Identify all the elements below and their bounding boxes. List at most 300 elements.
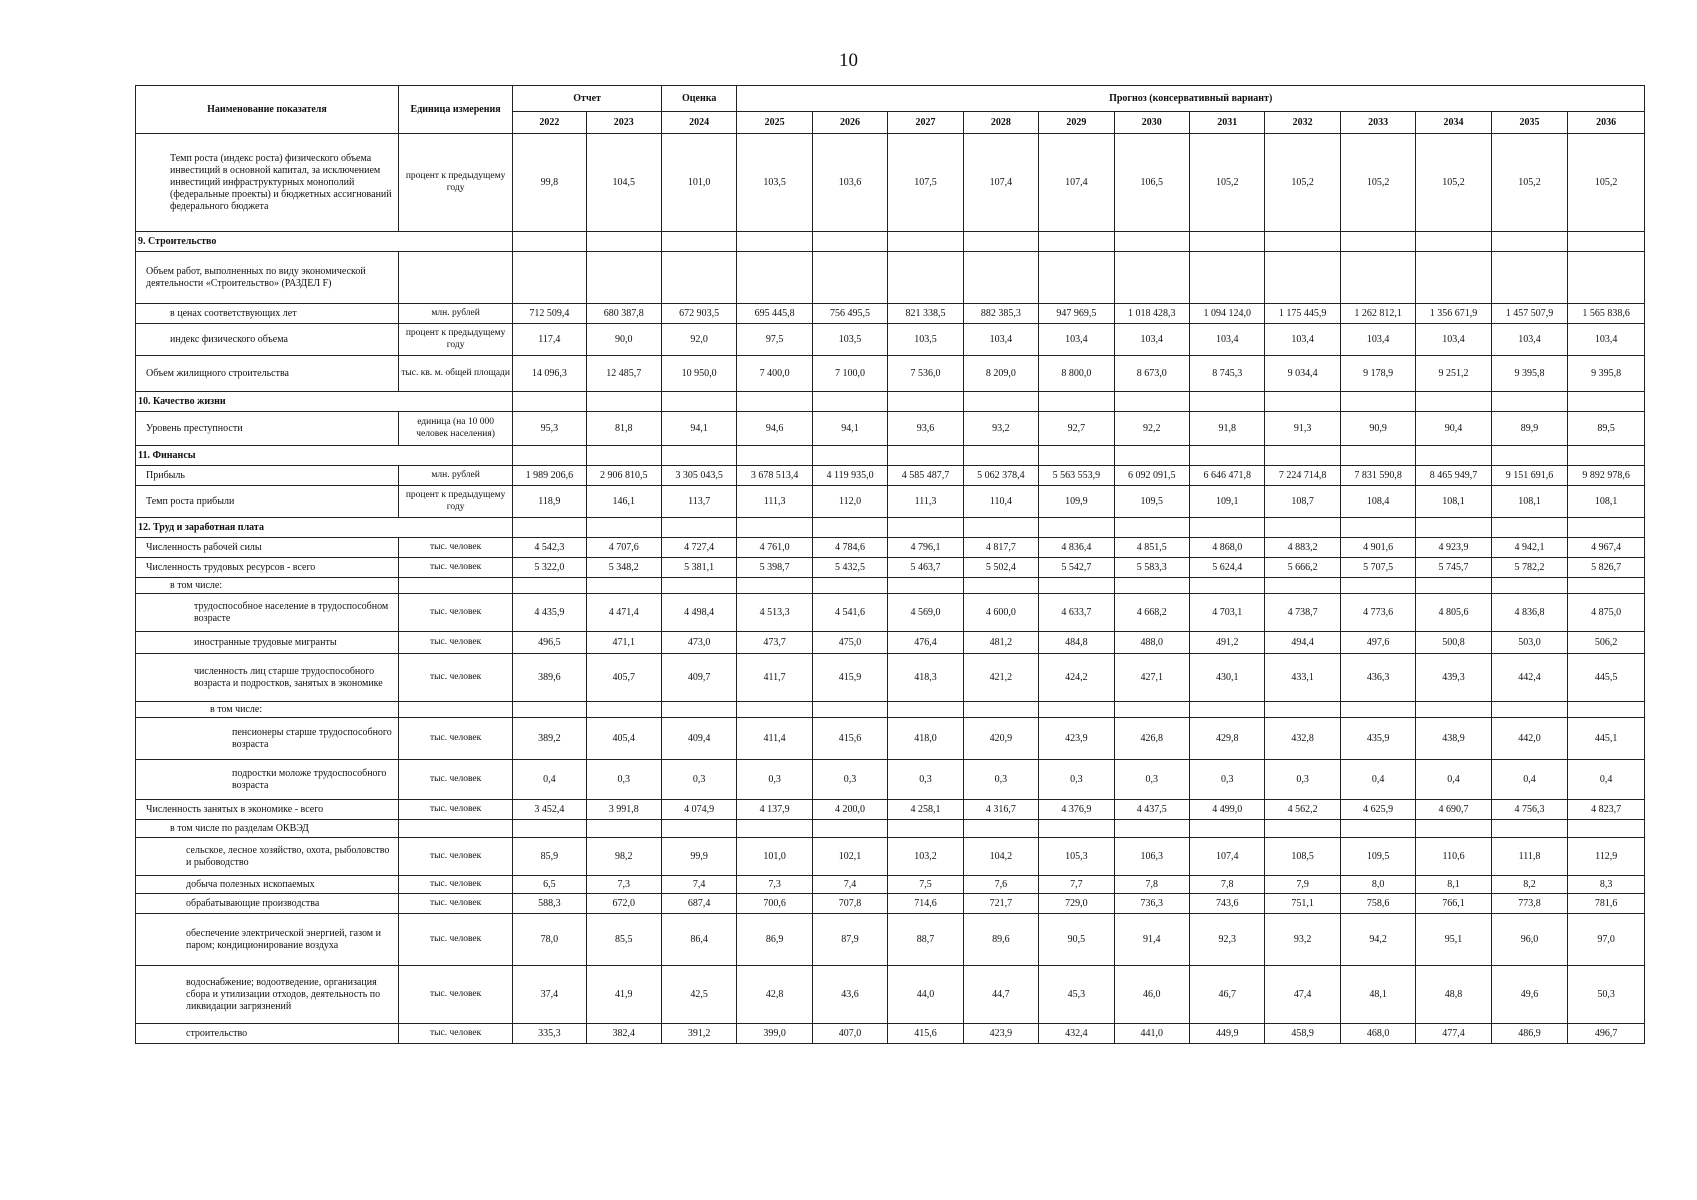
value-cell: 118,9 [513, 486, 586, 518]
value-cell: 103,2 [888, 838, 963, 876]
value-cell: 8,2 [1491, 876, 1568, 894]
value-cell: 3 678 513,4 [737, 466, 812, 486]
unit-cell [398, 702, 512, 718]
indicator-name: Объем жилищного строительства [136, 356, 399, 392]
value-cell: 405,4 [586, 718, 661, 760]
header-year: 2027 [888, 112, 963, 134]
empty-cell [1190, 446, 1265, 466]
value-cell: 91,4 [1114, 914, 1189, 966]
value-cell: 109,1 [1190, 486, 1265, 518]
value-cell: 4 513,3 [737, 594, 812, 632]
value-cell: 0,3 [1190, 760, 1265, 800]
indicator-name: в том числе по разделам ОКВЭД [136, 820, 399, 838]
value-cell [1491, 578, 1568, 594]
value-cell [1114, 578, 1189, 594]
indicator-name: строительство [136, 1024, 399, 1044]
value-cell: 45,3 [1039, 966, 1114, 1024]
table-row [136, 466, 1645, 486]
indicator-name: подростки моложе трудоспособного возраста [136, 760, 399, 800]
value-cell: 4 074,9 [661, 800, 736, 820]
value-cell: 105,2 [1416, 134, 1491, 232]
header-group-report: Отчет [513, 86, 662, 112]
indicator-name: Численность рабочей силы [136, 538, 399, 558]
value-cell: 46,0 [1114, 966, 1189, 1024]
value-cell: 4 690,7 [1416, 800, 1491, 820]
table-row [136, 578, 1645, 594]
value-cell: 108,1 [1491, 486, 1568, 518]
value-cell: 1 175 445,9 [1265, 304, 1340, 324]
value-cell: 106,3 [1114, 838, 1189, 876]
value-cell: 46,7 [1190, 966, 1265, 1024]
empty-cell [1265, 232, 1340, 252]
section-row [136, 518, 1645, 538]
value-cell: 5 666,2 [1265, 558, 1340, 578]
value-cell: 112,0 [812, 486, 887, 518]
value-cell: 4 836,8 [1491, 594, 1568, 632]
value-cell: 4 875,0 [1568, 594, 1645, 632]
empty-cell [1114, 518, 1189, 538]
value-cell: 9 151 691,6 [1491, 466, 1568, 486]
indicator-name: водоснабжение; водоотведение, организация сбора и утилизации отходов, деятельность по ликвидации загрязнений [136, 966, 399, 1024]
value-cell: 445,1 [1568, 718, 1645, 760]
empty-cell [513, 232, 586, 252]
value-cell: 108,1 [1416, 486, 1491, 518]
empty-cell [812, 392, 887, 412]
value-cell: 721,7 [963, 894, 1038, 914]
empty-cell [1340, 232, 1415, 252]
value-cell: 4 569,0 [888, 594, 963, 632]
value-cell: 0,3 [812, 760, 887, 800]
value-cell: 1 018 428,3 [1114, 304, 1189, 324]
value-cell: 9 034,4 [1265, 356, 1340, 392]
section-title: 10. Качество жизни [136, 392, 513, 412]
value-cell [1265, 820, 1340, 838]
value-cell: 99,9 [661, 838, 736, 876]
empty-cell [1190, 232, 1265, 252]
value-cell: 86,9 [737, 914, 812, 966]
value-cell: 107,4 [1039, 134, 1114, 232]
value-cell: 5 624,4 [1190, 558, 1265, 578]
empty-cell [1340, 392, 1415, 412]
value-cell: 94,2 [1340, 914, 1415, 966]
value-cell: 411,4 [737, 718, 812, 760]
table-row [136, 718, 1645, 760]
value-cell: 6 646 471,8 [1190, 466, 1265, 486]
page-number: 10 [839, 50, 858, 71]
table-row [136, 820, 1645, 838]
value-cell: 418,3 [888, 654, 963, 702]
empty-cell [1114, 392, 1189, 412]
value-cell: 5 348,2 [586, 558, 661, 578]
table-row [136, 966, 1645, 1024]
empty-cell [661, 392, 736, 412]
unit-cell [398, 820, 512, 838]
value-cell: 110,6 [1416, 838, 1491, 876]
value-cell: 9 251,2 [1416, 356, 1491, 392]
value-cell: 97,5 [737, 324, 812, 356]
value-cell [1039, 578, 1114, 594]
empty-cell [1039, 446, 1114, 466]
table-row [136, 838, 1645, 876]
indicator-name: добыча полезных ископаемых [136, 876, 399, 894]
empty-cell [963, 392, 1038, 412]
section-title: 11. Финансы [136, 446, 513, 466]
value-cell: 423,9 [963, 1024, 1038, 1044]
table-row [136, 632, 1645, 654]
empty-cell [1568, 392, 1645, 412]
unit-cell: тыс. человек [398, 632, 512, 654]
value-cell: 92,3 [1190, 914, 1265, 966]
value-cell: 93,2 [1265, 914, 1340, 966]
value-cell: 3 991,8 [586, 800, 661, 820]
empty-cell [1190, 392, 1265, 412]
value-cell: 8,1 [1416, 876, 1491, 894]
indicator-name: трудоспособное население в трудоспособном возрасте [136, 594, 399, 632]
value-cell: 49,6 [1491, 966, 1568, 1024]
value-cell: 5 062 378,4 [963, 466, 1038, 486]
value-cell: 0,3 [737, 760, 812, 800]
value-cell: 6 092 091,5 [1114, 466, 1189, 486]
value-cell: 8 745,3 [1190, 356, 1265, 392]
empty-cell [1491, 446, 1568, 466]
value-cell: 42,5 [661, 966, 736, 1024]
table-row [136, 134, 1645, 232]
table-row [136, 558, 1645, 578]
empty-cell [1416, 518, 1491, 538]
value-cell [586, 252, 661, 304]
value-cell: 111,3 [737, 486, 812, 518]
value-cell: 4 703,1 [1190, 594, 1265, 632]
empty-cell [1416, 446, 1491, 466]
value-cell [1491, 702, 1568, 718]
value-cell: 756 495,5 [812, 304, 887, 324]
value-cell: 10 950,0 [661, 356, 736, 392]
value-cell: 102,1 [812, 838, 887, 876]
value-cell: 424,2 [1039, 654, 1114, 702]
empty-cell [1265, 392, 1340, 412]
value-cell: 4 883,2 [1265, 538, 1340, 558]
indicator-name: в том числе: [136, 578, 399, 594]
value-cell [1416, 820, 1491, 838]
value-cell: 1 356 671,9 [1416, 304, 1491, 324]
empty-cell [513, 518, 586, 538]
value-cell: 47,4 [1265, 966, 1340, 1024]
value-cell: 7,9 [1265, 876, 1340, 894]
value-cell: 0,3 [963, 760, 1038, 800]
value-cell: 105,2 [1190, 134, 1265, 232]
empty-cell [888, 232, 963, 252]
value-cell: 93,2 [963, 412, 1038, 446]
table-row [136, 594, 1645, 632]
unit-cell: тыс. человек [398, 966, 512, 1024]
value-cell: 92,0 [661, 324, 736, 356]
value-cell: 0,3 [1265, 760, 1340, 800]
value-cell: 50,3 [1568, 966, 1645, 1024]
value-cell: 9 395,8 [1568, 356, 1645, 392]
value-cell: 0,4 [1340, 760, 1415, 800]
empty-cell [963, 232, 1038, 252]
value-cell: 707,8 [812, 894, 887, 914]
value-cell: 1 262 812,1 [1340, 304, 1415, 324]
value-cell: 5 432,5 [812, 558, 887, 578]
indicator-name: Уровень преступности [136, 412, 399, 446]
value-cell: 94,6 [737, 412, 812, 446]
unit-cell: тыс. человек [398, 760, 512, 800]
value-cell: 8 465 949,7 [1416, 466, 1491, 486]
value-cell: 4 200,0 [812, 800, 887, 820]
value-cell: 103,5 [737, 134, 812, 232]
empty-cell [812, 232, 887, 252]
value-cell: 411,7 [737, 654, 812, 702]
value-cell: 81,8 [586, 412, 661, 446]
value-cell: 475,0 [812, 632, 887, 654]
value-cell: 476,4 [888, 632, 963, 654]
value-cell: 7,8 [1190, 876, 1265, 894]
value-cell: 103,4 [1114, 324, 1189, 356]
value-cell: 435,9 [1340, 718, 1415, 760]
value-cell: 4 942,1 [1491, 538, 1568, 558]
value-cell: 433,1 [1265, 654, 1340, 702]
value-cell [1568, 820, 1645, 838]
empty-cell [1568, 232, 1645, 252]
value-cell: 78,0 [513, 914, 586, 966]
value-cell: 439,3 [1416, 654, 1491, 702]
value-cell: 6,5 [513, 876, 586, 894]
indicator-name: обрабатывающие производства [136, 894, 399, 914]
value-cell: 96,0 [1491, 914, 1568, 966]
value-cell: 44,0 [888, 966, 963, 1024]
value-cell: 103,5 [812, 324, 887, 356]
value-cell: 4 901,6 [1340, 538, 1415, 558]
value-cell: 497,6 [1340, 632, 1415, 654]
value-cell: 389,2 [513, 718, 586, 760]
value-cell [1190, 252, 1265, 304]
empty-cell [1039, 232, 1114, 252]
value-cell: 4 823,7 [1568, 800, 1645, 820]
table-row [136, 356, 1645, 392]
value-cell: 477,4 [1416, 1024, 1491, 1044]
value-cell: 103,4 [1568, 324, 1645, 356]
indicator-name: Объем работ, выполненных по виду экономической деятельности «Строительство» (РАЗДЕЛ F) [136, 252, 399, 304]
value-cell: 101,0 [737, 838, 812, 876]
value-cell: 773,8 [1491, 894, 1568, 914]
value-cell: 8 209,0 [963, 356, 1038, 392]
value-cell: 0,4 [513, 760, 586, 800]
value-cell: 503,0 [1491, 632, 1568, 654]
value-cell: 106,5 [1114, 134, 1189, 232]
value-cell: 1 989 206,6 [513, 466, 586, 486]
value-cell: 420,9 [963, 718, 1038, 760]
value-cell: 471,1 [586, 632, 661, 654]
value-cell: 107,4 [1190, 838, 1265, 876]
value-cell: 672,0 [586, 894, 661, 914]
value-cell [1340, 578, 1415, 594]
value-cell: 86,4 [661, 914, 736, 966]
empty-cell [1265, 446, 1340, 466]
value-cell [963, 578, 1038, 594]
value-cell: 2 906 810,5 [586, 466, 661, 486]
value-cell: 42,8 [737, 966, 812, 1024]
value-cell: 104,5 [586, 134, 661, 232]
value-cell: 4 923,9 [1416, 538, 1491, 558]
value-cell: 89,9 [1491, 412, 1568, 446]
value-cell: 488,0 [1114, 632, 1189, 654]
value-cell: 37,4 [513, 966, 586, 1024]
value-cell: 107,5 [888, 134, 963, 232]
value-cell: 758,6 [1340, 894, 1415, 914]
value-cell [661, 820, 736, 838]
value-cell: 108,4 [1340, 486, 1415, 518]
value-cell [1265, 702, 1340, 718]
unit-cell: тыс. человек [398, 558, 512, 578]
header-year: 2033 [1340, 112, 1415, 134]
value-cell: 4 707,6 [586, 538, 661, 558]
unit-cell: тыс. человек [398, 594, 512, 632]
empty-cell [513, 446, 586, 466]
empty-cell [888, 446, 963, 466]
value-cell [1114, 702, 1189, 718]
table-row [136, 914, 1645, 966]
value-cell: 500,8 [1416, 632, 1491, 654]
value-cell: 695 445,8 [737, 304, 812, 324]
unit-cell: тыс. человек [398, 654, 512, 702]
value-cell: 4 967,4 [1568, 538, 1645, 558]
unit-cell [398, 578, 512, 594]
value-cell: 473,0 [661, 632, 736, 654]
value-cell: 1 565 838,6 [1568, 304, 1645, 324]
section-row [136, 232, 1645, 252]
value-cell: 117,4 [513, 324, 586, 356]
value-cell: 90,5 [1039, 914, 1114, 966]
value-cell: 4 773,6 [1340, 594, 1415, 632]
indicator-name: Численность занятых в экономике - всего [136, 800, 399, 820]
value-cell: 85,9 [513, 838, 586, 876]
table-body [136, 134, 1645, 1044]
value-cell: 7,4 [661, 876, 736, 894]
empty-cell [812, 446, 887, 466]
indicator-name: пенсионеры старше трудоспособного возраста [136, 718, 399, 760]
value-cell: 389,6 [513, 654, 586, 702]
value-cell [586, 702, 661, 718]
value-cell [737, 252, 812, 304]
value-cell: 111,8 [1491, 838, 1568, 876]
indicator-name: Темп роста прибыли [136, 486, 399, 518]
value-cell: 9 892 978,6 [1568, 466, 1645, 486]
value-cell: 105,2 [1340, 134, 1415, 232]
value-cell: 4 541,6 [812, 594, 887, 632]
value-cell: 9 178,9 [1340, 356, 1415, 392]
value-cell: 111,3 [888, 486, 963, 518]
indicator-name: в ценах соответствующих лет [136, 304, 399, 324]
value-cell: 458,9 [1265, 1024, 1340, 1044]
value-cell: 7 536,0 [888, 356, 963, 392]
value-cell [513, 252, 586, 304]
value-cell: 4 600,0 [963, 594, 1038, 632]
value-cell: 91,3 [1265, 412, 1340, 446]
header-year: 2022 [513, 112, 586, 134]
indicator-name: численность лиц старше трудоспособного возраста и подростков, занятых в экономике [136, 654, 399, 702]
value-cell: 99,8 [513, 134, 586, 232]
empty-cell [812, 518, 887, 538]
value-cell [1039, 820, 1114, 838]
value-cell [737, 820, 812, 838]
value-cell: 1 094 124,0 [1190, 304, 1265, 324]
value-cell: 430,1 [1190, 654, 1265, 702]
header-year: 2025 [737, 112, 812, 134]
empty-cell [888, 518, 963, 538]
unit-cell [398, 252, 512, 304]
empty-cell [737, 232, 812, 252]
header-year: 2028 [963, 112, 1038, 134]
value-cell [737, 578, 812, 594]
value-cell: 4 784,6 [812, 538, 887, 558]
empty-cell [1568, 518, 1645, 538]
value-cell: 687,4 [661, 894, 736, 914]
value-cell: 436,3 [1340, 654, 1415, 702]
value-cell [1416, 702, 1491, 718]
empty-cell [737, 446, 812, 466]
value-cell: 7,5 [888, 876, 963, 894]
empty-cell [1114, 232, 1189, 252]
value-cell [1114, 820, 1189, 838]
value-cell: 415,6 [888, 1024, 963, 1044]
header-name: Наименование показателя [136, 86, 399, 134]
value-cell: 5 463,7 [888, 558, 963, 578]
header-year: 2023 [586, 112, 661, 134]
value-cell: 0,4 [1416, 760, 1491, 800]
value-cell: 97,0 [1568, 914, 1645, 966]
empty-cell [1568, 446, 1645, 466]
empty-cell [513, 392, 586, 412]
indicator-name: Численность трудовых ресурсов - всего [136, 558, 399, 578]
value-cell [888, 702, 963, 718]
value-cell: 0,4 [1568, 760, 1645, 800]
value-cell: 4 761,0 [737, 538, 812, 558]
value-cell: 7,3 [737, 876, 812, 894]
value-cell: 108,7 [1265, 486, 1340, 518]
value-cell: 743,6 [1190, 894, 1265, 914]
value-cell [1039, 702, 1114, 718]
value-cell: 441,0 [1114, 1024, 1189, 1044]
value-cell: 98,2 [586, 838, 661, 876]
empty-cell [1416, 232, 1491, 252]
value-cell: 95,1 [1416, 914, 1491, 966]
value-cell: 5 502,4 [963, 558, 1038, 578]
value-cell: 4 119 935,0 [812, 466, 887, 486]
value-cell: 423,9 [1039, 718, 1114, 760]
value-cell: 88,7 [888, 914, 963, 966]
unit-cell: тыс. человек [398, 1024, 512, 1044]
value-cell: 429,8 [1190, 718, 1265, 760]
value-cell: 4 498,4 [661, 594, 736, 632]
value-cell: 432,8 [1265, 718, 1340, 760]
value-cell [812, 252, 887, 304]
value-cell [661, 702, 736, 718]
value-cell: 4 499,0 [1190, 800, 1265, 820]
value-cell: 95,3 [513, 412, 586, 446]
value-cell: 103,4 [1190, 324, 1265, 356]
value-cell [1190, 578, 1265, 594]
table-row [136, 702, 1645, 718]
value-cell: 409,4 [661, 718, 736, 760]
value-cell [1340, 820, 1415, 838]
value-cell: 87,9 [812, 914, 887, 966]
value-cell: 4 542,3 [513, 538, 586, 558]
value-cell: 105,2 [1568, 134, 1645, 232]
value-cell: 91,8 [1190, 412, 1265, 446]
value-cell: 4 137,9 [737, 800, 812, 820]
value-cell: 3 452,4 [513, 800, 586, 820]
